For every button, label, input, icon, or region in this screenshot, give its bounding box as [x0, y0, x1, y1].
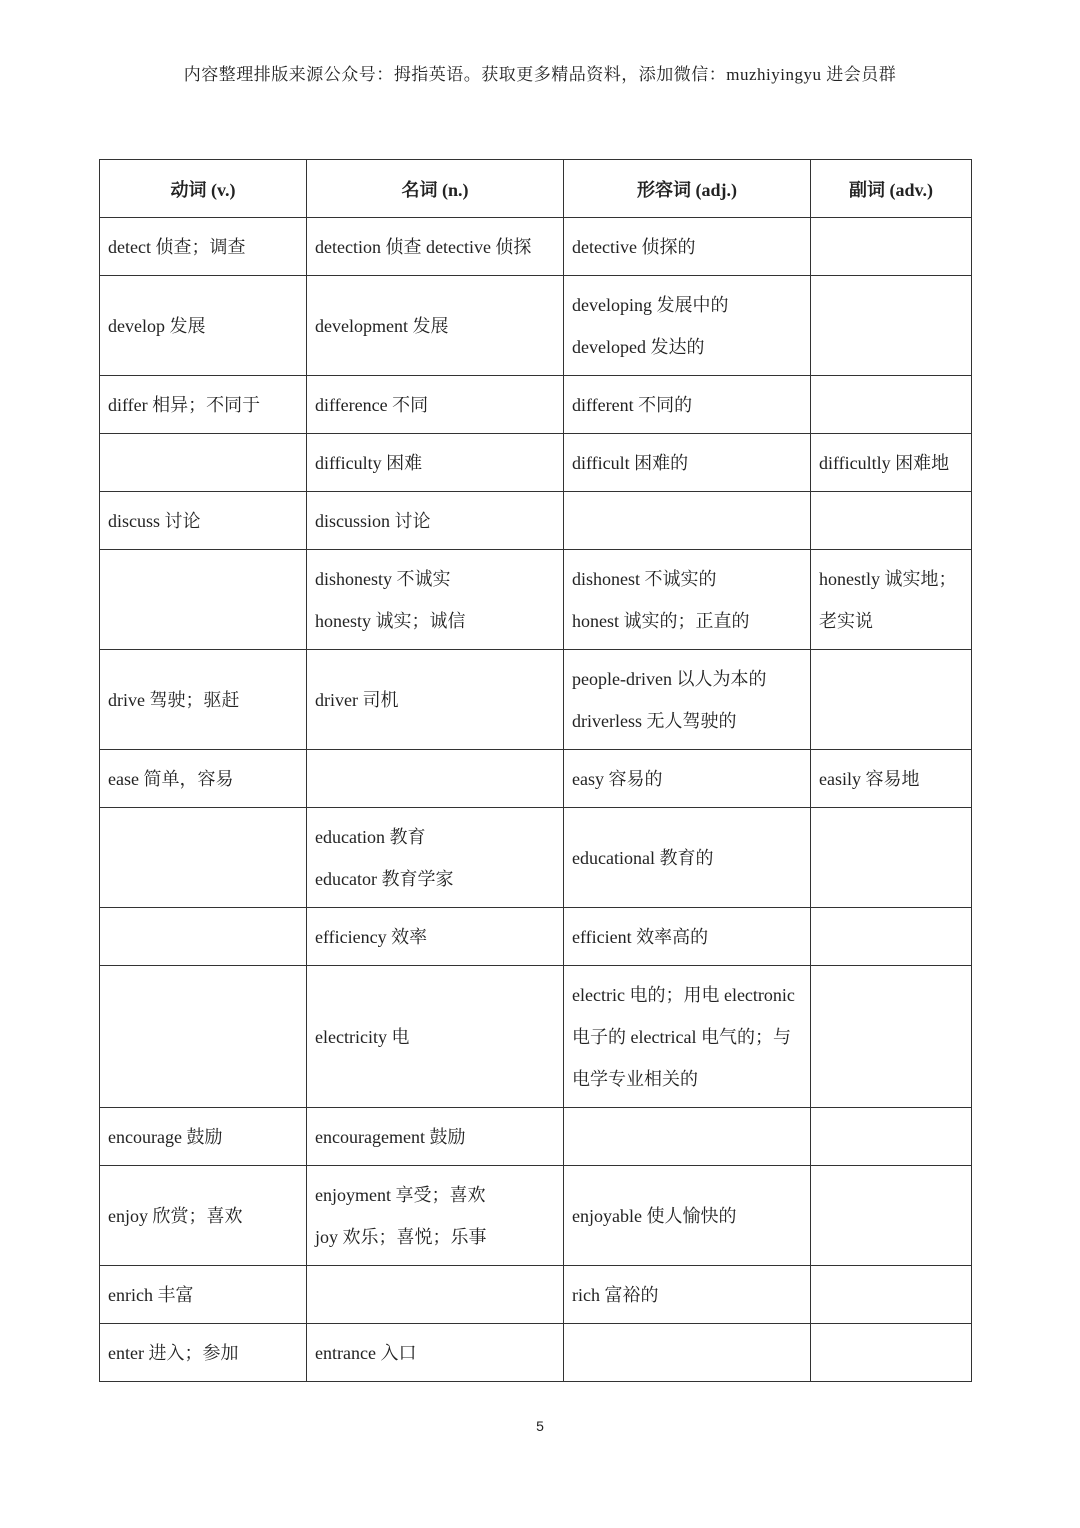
noun-cell — [307, 376, 564, 434]
verb-cell — [100, 550, 307, 650]
table-row — [100, 1166, 972, 1266]
verb-entry: enrich 丰富 — [108, 1284, 194, 1305]
noun-entry: honesty 诚实；诚信 — [315, 610, 466, 631]
table-row — [100, 276, 972, 376]
adjective-cell — [564, 492, 811, 550]
adverb-cell — [811, 550, 972, 650]
noun-cell — [307, 434, 564, 492]
verb-cell — [100, 1108, 307, 1166]
verb-cell — [100, 908, 307, 966]
adjective-entry: different 不同的 — [572, 394, 693, 415]
noun-cell — [307, 650, 564, 750]
verb-cell — [100, 966, 307, 1108]
adjective-cell — [564, 908, 811, 966]
column-header-adverb: 副词 (adv.) — [811, 160, 972, 218]
noun-entry: encouragement 鼓励 — [315, 1126, 466, 1147]
table-row — [100, 966, 972, 1108]
adverb-cell — [811, 1266, 972, 1324]
noun-entry: educator 教育学家 — [315, 868, 454, 889]
adverb-cell — [811, 908, 972, 966]
noun-cell — [307, 218, 564, 276]
verb-entry: differ 相异；不同于 — [108, 394, 261, 415]
adverb-cell — [811, 1166, 972, 1266]
adverb-cell — [811, 434, 972, 492]
page-number: 5 — [536, 1418, 544, 1434]
table-row — [100, 808, 972, 908]
verb-entry: encourage 鼓励 — [108, 1126, 223, 1147]
verb-entry: enjoy 欣赏；喜欢 — [108, 1205, 243, 1226]
adjective-cell — [564, 1166, 811, 1266]
column-header-adjective: 形容词 (adj.) — [564, 160, 811, 218]
adjective-entry: enjoyable 使人愉快的 — [572, 1205, 737, 1226]
adjective-entry: developing 发展中的 — [572, 294, 729, 315]
adjective-entry: driverless 无人驾驶的 — [572, 710, 737, 731]
noun-cell — [307, 276, 564, 376]
table-row — [100, 1108, 972, 1166]
noun-cell — [307, 1108, 564, 1166]
noun-entry: electricity 电 — [315, 1026, 410, 1047]
table-row — [100, 750, 972, 808]
table-header-row — [100, 160, 972, 218]
noun-entry: efficiency 效率 — [315, 926, 428, 947]
adverb-entry: 老实说 — [819, 610, 873, 631]
verb-entry: discuss 讨论 — [108, 510, 201, 531]
noun-entry: difference 不同 — [315, 394, 429, 415]
adjective-entry: educational 教育的 — [572, 847, 714, 868]
noun-cell — [307, 1266, 564, 1324]
adjective-cell — [564, 750, 811, 808]
table-row — [100, 650, 972, 750]
adjective-cell — [564, 434, 811, 492]
adjective-entry: dishonest 不诚实的 — [572, 568, 717, 589]
verb-cell — [100, 492, 307, 550]
adjective-cell — [564, 1266, 811, 1324]
noun-entry: detection 侦查 detective 侦探 — [315, 236, 532, 257]
verb-cell — [100, 218, 307, 276]
verb-cell — [100, 1324, 307, 1382]
verb-cell — [100, 434, 307, 492]
adjective-entry: efficient 效率高的 — [572, 926, 709, 947]
noun-entry: education 教育 — [315, 826, 426, 847]
adverb-cell — [811, 966, 972, 1108]
adjective-cell — [564, 808, 811, 908]
adjective-cell — [564, 376, 811, 434]
noun-entry: difficulty 困难 — [315, 452, 423, 473]
verb-cell — [100, 808, 307, 908]
noun-cell — [307, 550, 564, 650]
noun-entry: enjoyment 享受；喜欢 — [315, 1184, 486, 1205]
verb-cell — [100, 1166, 307, 1266]
noun-cell — [307, 750, 564, 808]
table-row — [100, 1266, 972, 1324]
verb-entry: enter 进入；参加 — [108, 1342, 239, 1363]
adjective-cell — [564, 218, 811, 276]
column-header-verb: 动词 (v.) — [100, 160, 307, 218]
vocabulary-table — [99, 159, 972, 1382]
verb-cell — [100, 1266, 307, 1324]
verb-cell — [100, 650, 307, 750]
table-row — [100, 218, 972, 276]
adverb-cell — [811, 1108, 972, 1166]
verb-cell — [100, 750, 307, 808]
column-header-noun: 名词 (n.) — [307, 160, 564, 218]
adverb-entry: easily 容易地 — [819, 768, 920, 789]
table-row — [100, 1324, 972, 1382]
adverb-entry: honestly 诚实地； — [819, 568, 957, 589]
table-row — [100, 550, 972, 650]
adverb-cell — [811, 218, 972, 276]
adjective-cell — [564, 650, 811, 750]
noun-cell — [307, 966, 564, 1108]
table-body — [100, 218, 972, 1382]
adverb-cell — [811, 650, 972, 750]
table-row — [100, 376, 972, 434]
verb-cell — [100, 376, 307, 434]
page-header: 内容整理排版来源公众号：拇指英语。获取更多精品资料，添加微信：muzhiyingyu 进会员群 — [183, 65, 897, 84]
adverb-cell — [811, 1324, 972, 1382]
table-row — [100, 492, 972, 550]
noun-entry: joy 欢乐；喜悦；乐事 — [315, 1226, 487, 1247]
adjective-cell — [564, 276, 811, 376]
adjective-entry: honest 诚实的；正直的 — [572, 610, 750, 631]
adjective-entry: developed 发达的 — [572, 336, 705, 357]
adjective-entry: difficult 困难的 — [572, 452, 689, 473]
noun-entry: dishonesty 不诚实 — [315, 568, 451, 589]
noun-entry: discussion 讨论 — [315, 510, 431, 531]
noun-cell — [307, 1324, 564, 1382]
adjective-entry: people-driven 以人为本的 — [572, 668, 767, 689]
noun-cell — [307, 1166, 564, 1266]
verb-cell — [100, 276, 307, 376]
noun-cell — [307, 808, 564, 908]
adverb-cell — [811, 376, 972, 434]
adjective-cell — [564, 550, 811, 650]
adjective-entry: rich 富裕的 — [572, 1284, 659, 1305]
noun-entry: development 发展 — [315, 315, 449, 336]
verb-entry: ease 简单，容易 — [108, 768, 234, 789]
verb-entry: drive 驾驶；驱赶 — [108, 689, 240, 710]
noun-cell — [307, 908, 564, 966]
verb-entry: detect 侦查；调查 — [108, 236, 246, 257]
adverb-cell — [811, 750, 972, 808]
adjective-entry: 电学专业相关的 — [572, 1068, 698, 1089]
adjective-cell — [564, 1108, 811, 1166]
adjective-entry: easy 容易的 — [572, 768, 663, 789]
noun-cell — [307, 492, 564, 550]
adverb-cell — [811, 808, 972, 908]
adjective-entry: electric 电的；用电 electronic — [572, 984, 795, 1005]
adjective-cell — [564, 966, 811, 1108]
adjective-entry: 电子的 electrical 电气的；与 — [572, 1026, 791, 1047]
adjective-cell — [564, 1324, 811, 1382]
adverb-entry: difficultly 困难地 — [819, 452, 950, 473]
adverb-cell — [811, 276, 972, 376]
table-row — [100, 908, 972, 966]
adjective-entry: detective 侦探的 — [572, 236, 696, 257]
noun-entry: driver 司机 — [315, 689, 399, 710]
noun-entry: entrance 入口 — [315, 1342, 417, 1363]
verb-entry: develop 发展 — [108, 315, 206, 336]
adverb-cell — [811, 492, 972, 550]
table-row — [100, 434, 972, 492]
